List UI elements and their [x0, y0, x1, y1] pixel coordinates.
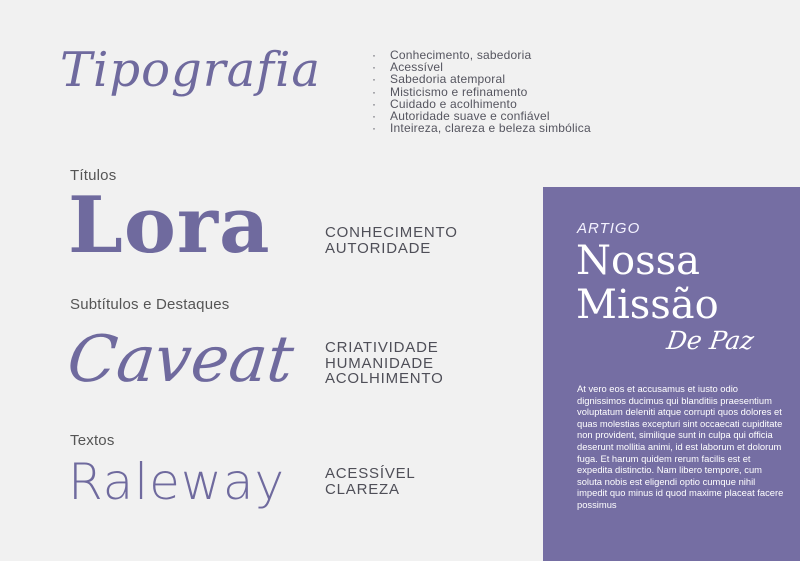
keyword: CLAREZA [325, 480, 400, 498]
keyword: CONHECIMENTO [325, 224, 458, 241]
raleway-font-sample: Raleway [68, 453, 286, 511]
caveat-keywords [325, 340, 444, 387]
trait-item: · Sabedoria atemporal [372, 73, 591, 85]
trait-item: · Autoridade suave e confiável [372, 110, 591, 122]
trait-item: · Cuidado e acolhimento [372, 98, 591, 110]
trait-item: · Conhecimento, sabedoria [372, 49, 591, 61]
keyword: CRIATIVIDADE [325, 339, 439, 356]
keyword: AUTORIDADE [325, 239, 432, 257]
trait-item: · Acessível [372, 61, 591, 73]
keyword: ACESSÍVEL [325, 465, 416, 482]
card-title-line: Missão [576, 282, 719, 328]
lora-font-sample: Lora [68, 180, 271, 271]
trait-item: · Misticismo e refinamento [372, 86, 591, 98]
trait-item: · Inteireza, clareza e beleza simbólica [372, 122, 591, 134]
lora-keywords [325, 225, 458, 256]
card-title-line: Nossa [576, 238, 700, 284]
brand-traits-list [372, 49, 591, 134]
keyword: HUMANIDADE [325, 354, 434, 372]
card-kicker: ARTIGO [577, 220, 641, 237]
card-body-text: At vero eos et accusamus et iusto odio dignissimos ducimus qui blanditiis praesentium voluptatum deleniti atque corrupti quos dolores et quas molestias excepturi sint occaecati cupiditate non provident, similique sunt in culpa qui officia deserunt mollitia animi, id est laborum et dolorum fuga. Et harum quidem rerum facilis est et expedita distinctio. Nam libero tempore, cum soluta nobis est eligendi optio cumque nihil impedit quo minus id quod maxime placeat facere possimus [577, 383, 784, 510]
keyword: ACOLHIMENTO [325, 370, 444, 387]
sample-article-card [543, 187, 800, 561]
subtitles-label: Subtítulos e Destaques [70, 296, 230, 313]
raleway-keywords [325, 466, 416, 497]
titles-label: Títulos [70, 167, 117, 184]
card-title [576, 239, 786, 327]
page-title: Tipografia [60, 42, 322, 98]
caveat-font-sample: Caveat [64, 323, 297, 397]
texts-label: Textos [70, 432, 115, 449]
card-script-accent: De Paz [664, 326, 756, 355]
